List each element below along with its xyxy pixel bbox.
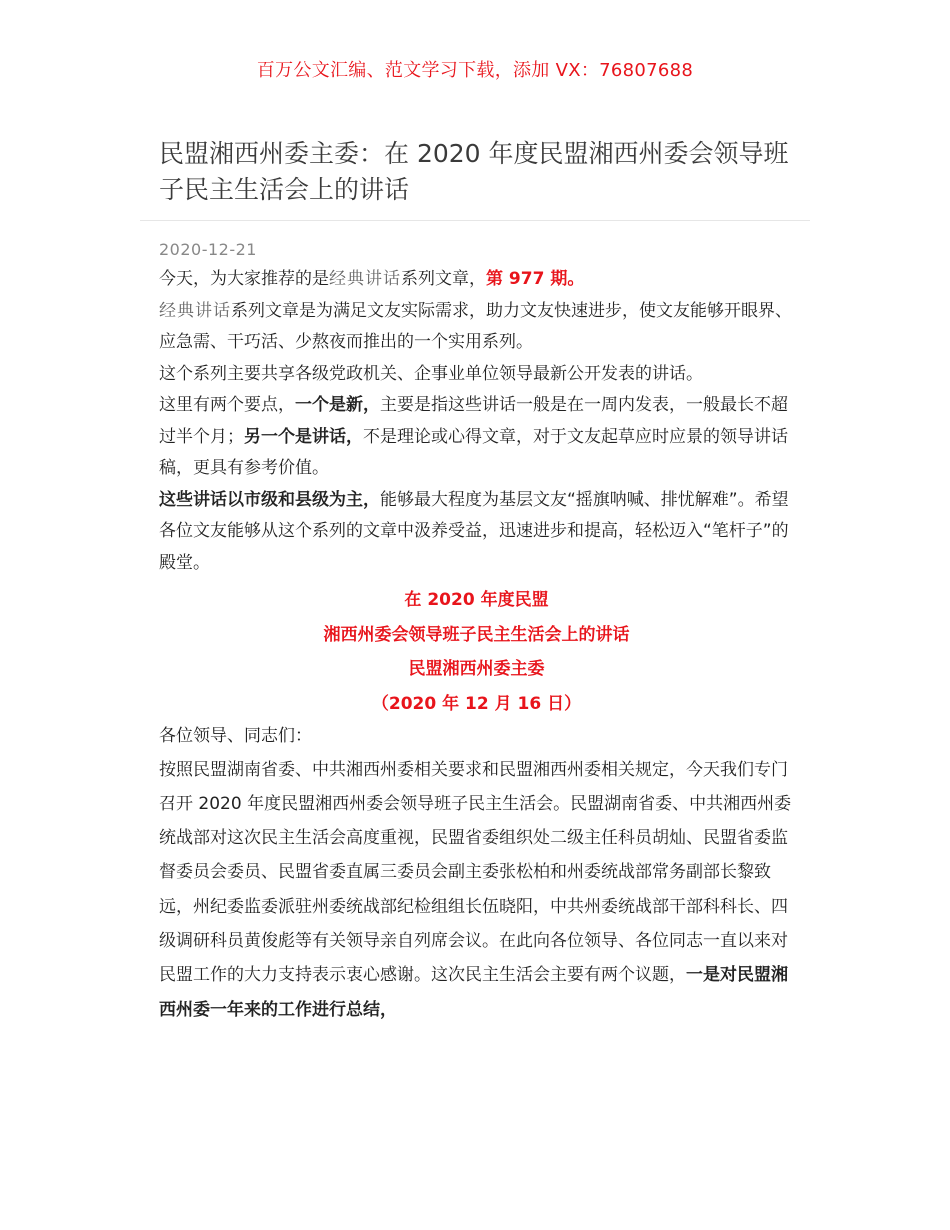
speech-title-line-2: 湘西州委会领导班子民主生活会上的讲话 [323,624,630,645]
issue-number: 第 977 期。 [486,269,585,289]
speech-header [159,583,794,721]
intro-text: 不是理论或心得文章，对于文友起草应时应景的领导讲话稿，更具有参考价值。 [159,426,788,478]
series-name: 经典讲话 [159,300,231,321]
publish-date: 2020-12-21 [159,240,257,259]
key-point: 另一个是讲话， [244,426,363,447]
title-divider [140,220,810,221]
speech-title-line-1: 在 2020 年度民盟 [404,590,549,610]
key-point: 一个是新， [295,395,380,415]
intro-paragraph-1 [159,264,794,296]
article-body [159,264,794,1027]
intro-text: 系列文章， [401,269,486,289]
header-banner: 百万公文汇编、范文学习下载，添加 VX：76807688 [256,60,694,81]
intro-text: 这里有两个要点， [159,395,295,415]
salutation: 各位领导、同志们： [159,726,312,746]
key-point: 这些讲话以市级和县级为主， [159,489,380,510]
paragraph-text: 按照民盟湖南省委、中共湘西州委相关要求和民盟湘西州委相关规定，今天我们专门召开 2020 年度民盟湘西州委会领导班子民主生活会。民盟湖南省委、中共湘西州委统战部对这次民主生活会高度重视，民盟省委组织处二级主任科员胡灿、民盟省委监督委员会委员、民盟省委直属三委员会副主委张松柏和州委统战部常务副部长黎致远，州纪委监委派驻州委统战部纪检组组长伍晓阳，中共州委统战部干部科科长、四级调研科员黄俊彪等有关领导亲自列席会议。在此向各位领导、各位同志一直以来对民盟工作的大力支持表示衷心感谢。这次民主生活会主要有两个议题， [159,759,792,986]
intro-paragraph-2 [159,296,794,359]
main-paragraph [159,753,794,1027]
intro-text: 系列文章是为满足文友实际需求，助力文友快速进步，使文友能够开眼界、应急需、干巧活、少熬夜而推出的一个实用系列。 [159,300,792,352]
series-name: 经典讲话 [329,269,401,289]
speech-speaker: 民盟湘西州委主委 [408,659,545,679]
intro-paragraph-3: 这个系列主要共享各级党政机关、企事业单位领导最新公开发表的讲话。 [159,363,703,384]
intro-text: 能够最大程度为基层文友“摇旗呐喊、排忧解难”。希望各位文友能够从这个系列的文章中汲养受益，迅速进步和提高，轻松迈入“笔杆子”的殿堂。 [159,489,789,573]
intro-text: 主要是指这些讲话一般是在一周内发表，一般最长不超过半个月； [159,395,788,447]
speech-date: （2020 年 12 月 16 日） [371,693,582,714]
intro-paragraph-5 [159,485,794,580]
intro-paragraph-4 [159,390,794,485]
intro-text: 今天，为大家推荐的是 [159,269,329,289]
key-point: 一是对民盟湘西州委一年来的工作进行总结， [159,965,788,1020]
article-title: 民盟湘西州委主委：在 2020 年度民盟湘西州委会领导班子民主生活会上的讲话 [159,139,789,204]
